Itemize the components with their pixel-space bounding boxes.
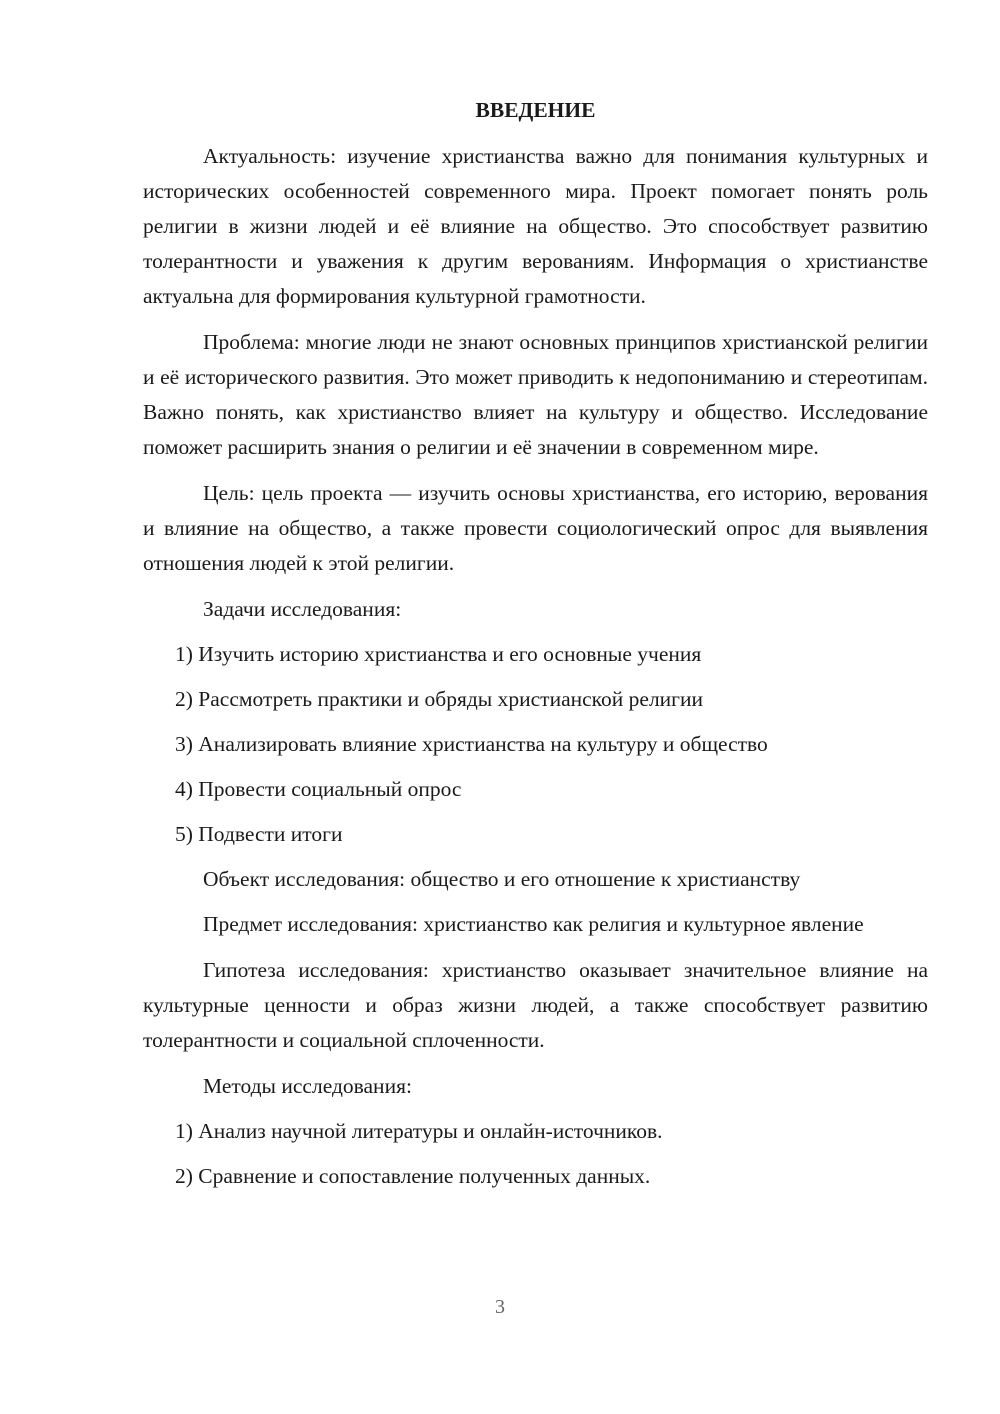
tasks-list bbox=[143, 637, 928, 852]
hypothesis-paragraph: Гипотеза исследования: христианство оказывает значительное влияние на культурные ценности и образ жизни людей, а также способствует развитию толерантности и социальной сплоченности. bbox=[143, 958, 928, 1052]
goal-paragraph: Цель: цель проекта — изучить основы христианства, его историю, верования и влияние на общество, а также провести социологический опрос для выявления отношения людей к этой религии. bbox=[143, 481, 928, 575]
object-paragraph: Объект исследования: общество и его отношение к христианству bbox=[203, 867, 801, 891]
problem-paragraph: Проблема: многие люди не знают основных принципов христианской религии и её исторического развития. Это может приводить к недопониманию и стереотипам. Важно понять, как христианство влияет на культуру и общество. Исследование поможет расширить знания о религии и её значении в современном мире. bbox=[143, 330, 928, 459]
page-title: ВВЕДЕНИЕ bbox=[475, 98, 596, 122]
methods-list bbox=[143, 1114, 928, 1194]
relevance-paragraph: Актуальность: изучение христианства важно для понимания культурных и исторических особенностей современного мира. Проект помогает понять роль религии в жизни людей и её влияние на общество. Это способствует развитию толерантности и уважения к другим верованиям. Информация о христианстве актуальна для формирования культурной грамотности. bbox=[143, 144, 928, 308]
subject-paragraph: Предмет исследования: христианство как религия и культурное явление bbox=[203, 912, 864, 936]
page-number: 3 bbox=[495, 1296, 505, 1318]
list-item: 2) Рассмотреть практики и обряды христианской религии bbox=[175, 687, 704, 711]
list-item: 3) Анализировать влияние христианства на культуру и общество bbox=[175, 732, 768, 756]
list-item: 1) Анализ научной литературы и онлайн-источников. bbox=[175, 1119, 663, 1143]
list-item: 1) Изучить историю христианства и его основные учения bbox=[175, 642, 702, 666]
list-item: 4) Провести социальный опрос bbox=[175, 777, 462, 801]
methods-heading: Методы исследования: bbox=[203, 1074, 412, 1098]
document-page bbox=[143, 95, 928, 1204]
list-item: 2) Сравнение и сопоставление полученных данных. bbox=[175, 1164, 651, 1188]
tasks-heading: Задачи исследования: bbox=[203, 597, 402, 621]
list-item: 5) Подвести итоги bbox=[175, 822, 343, 846]
